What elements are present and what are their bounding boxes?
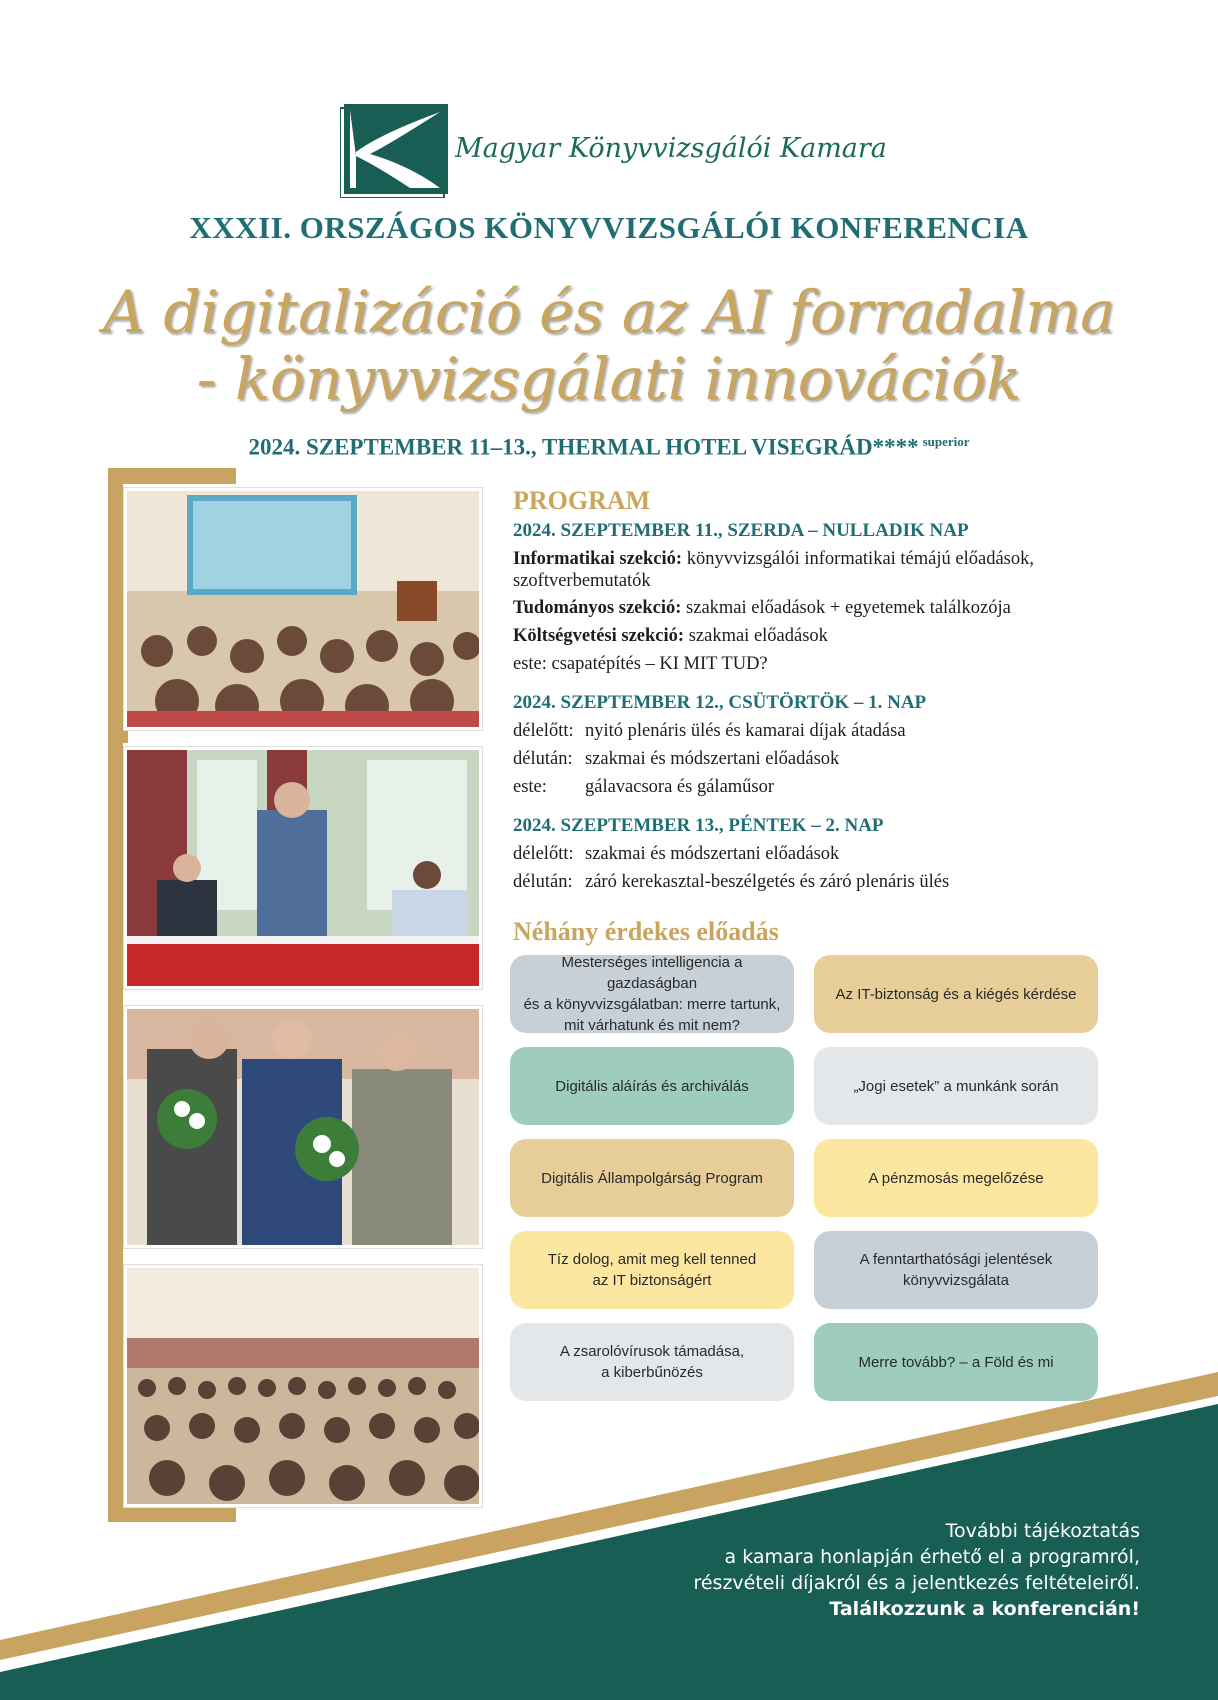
day1-item — [513, 653, 1083, 675]
talk-card: A fenntarthatósági jelentések könyvvizsgálata — [814, 1231, 1098, 1309]
day3-item — [513, 871, 1083, 893]
footer-line: a kamara honlapján érhető el a programról, — [724, 1546, 1140, 1568]
day2-title: 2024. SZEPTEMBER 12., CSÜTÖRTÖK – 1. NAP — [513, 692, 927, 713]
talks-heading: Néhány érdekes előadás — [513, 917, 779, 946]
chamber-logo — [340, 104, 448, 198]
day3-item — [513, 843, 1083, 865]
day2-item-text: szakmai és módszertani előadások — [585, 749, 840, 769]
photo-conference-hall — [124, 488, 482, 730]
day2-item — [513, 776, 1083, 798]
talk-card: Merre tovább? – a Föld és mi — [814, 1323, 1098, 1401]
day3-title: 2024. SZEPTEMBER 13., PÉNTEK – 2. NAP — [513, 815, 884, 836]
day1-item-text: szakmai előadások + egyetemek találkozója — [681, 598, 1011, 618]
footer-line: További tájékoztatás — [945, 1520, 1140, 1542]
subtitle-line2: - könyvvizsgálati innovációk — [196, 345, 1022, 413]
talk-card: Mesterséges intelligencia a gazdaságban és a könyvvizsgálatban: merre tartunk, mit várhatunk és mit nem? — [510, 955, 794, 1033]
day1-title: 2024. SZEPTEMBER 11., SZERDA – NULLADIK NAP — [513, 520, 969, 541]
footer-line: részvételi díjakról és a jelentkezés feltételeiről. — [693, 1572, 1140, 1594]
subtitle-line1: A digitalizáció és az AI forradalma — [103, 278, 1115, 346]
day3-item-time: délelőtt: — [513, 844, 574, 864]
photo-audience — [124, 1265, 482, 1507]
day1-item-label: Tudományos szekció: — [513, 598, 682, 618]
day2-item-text: gálavacsora és gálaműsor — [585, 777, 775, 797]
photo-frame-tab — [108, 468, 236, 484]
org-name: Magyar Könyvvizsgálói Kamara — [455, 133, 887, 164]
conference-title: XXXII. ORSZÁGOS KÖNYVVIZSGÁLÓI KONFERENCIA — [189, 210, 1029, 245]
date-venue-text: 2024. SZEPTEMBER 11–13., THERMAL HOTEL VISEGRÁD**** — [248, 434, 919, 460]
day2-item — [513, 720, 1083, 742]
day1-item-text: szakmai előadások — [684, 626, 828, 646]
photo-frame-tab — [108, 1506, 236, 1522]
talk-card: Tíz dolog, amit meg kell tenned az IT biztonságért — [510, 1231, 794, 1309]
photo-frame-bar — [108, 468, 123, 1522]
day1-item-label: Költségvetési szekció: — [513, 626, 685, 646]
day3-item-text: szakmai és módszertani előadások — [585, 844, 840, 864]
day3-item-time: délután: — [513, 872, 573, 892]
day2-item-time: este: — [513, 777, 547, 797]
day2-item-text: nyitó plenáris ülés és kamarai díjak átadása — [585, 721, 906, 741]
footer-info — [693, 1518, 1140, 1622]
day1-item-text: könyvvizsgálói informatikai témájú előadások, szoftverbemutatók — [513, 549, 1034, 591]
day1-item — [513, 597, 1083, 619]
footer-cta: Találkozzunk a konferencián! — [829, 1598, 1140, 1620]
talk-card: Digitális Állampolgárság Program — [510, 1139, 794, 1217]
day1-item — [513, 548, 1083, 592]
photo-speaker — [124, 747, 482, 989]
talk-card: „Jogi esetek” a munkánk során — [814, 1047, 1098, 1125]
day3-item-text: záró kerekasztal-beszélgetés és záró plenáris ülés — [585, 872, 950, 892]
day1-item-text: este: csapatépítés – KI MIT TUD? — [513, 654, 768, 674]
day1-item-label: Informatikai szekció: — [513, 549, 683, 569]
day2-item-time: délelőtt: — [513, 721, 574, 741]
photo-award-winners — [124, 1006, 482, 1248]
talk-card: Digitális aláírás és archiválás — [510, 1047, 794, 1125]
talk-card: A pénzmosás megelőzése — [814, 1139, 1098, 1217]
date-venue — [0, 434, 1218, 461]
day2-item — [513, 748, 1083, 770]
talk-card: Az IT-biztonság és a kiégés kérdése — [814, 955, 1098, 1033]
program-heading: PROGRAM — [513, 486, 651, 515]
talk-card: A zsarolóvírusok támadása, a kiberbűnözés — [510, 1323, 794, 1401]
superior-label: superior — [922, 434, 970, 449]
day1-item — [513, 625, 1083, 647]
day2-item-time: délután: — [513, 749, 573, 769]
